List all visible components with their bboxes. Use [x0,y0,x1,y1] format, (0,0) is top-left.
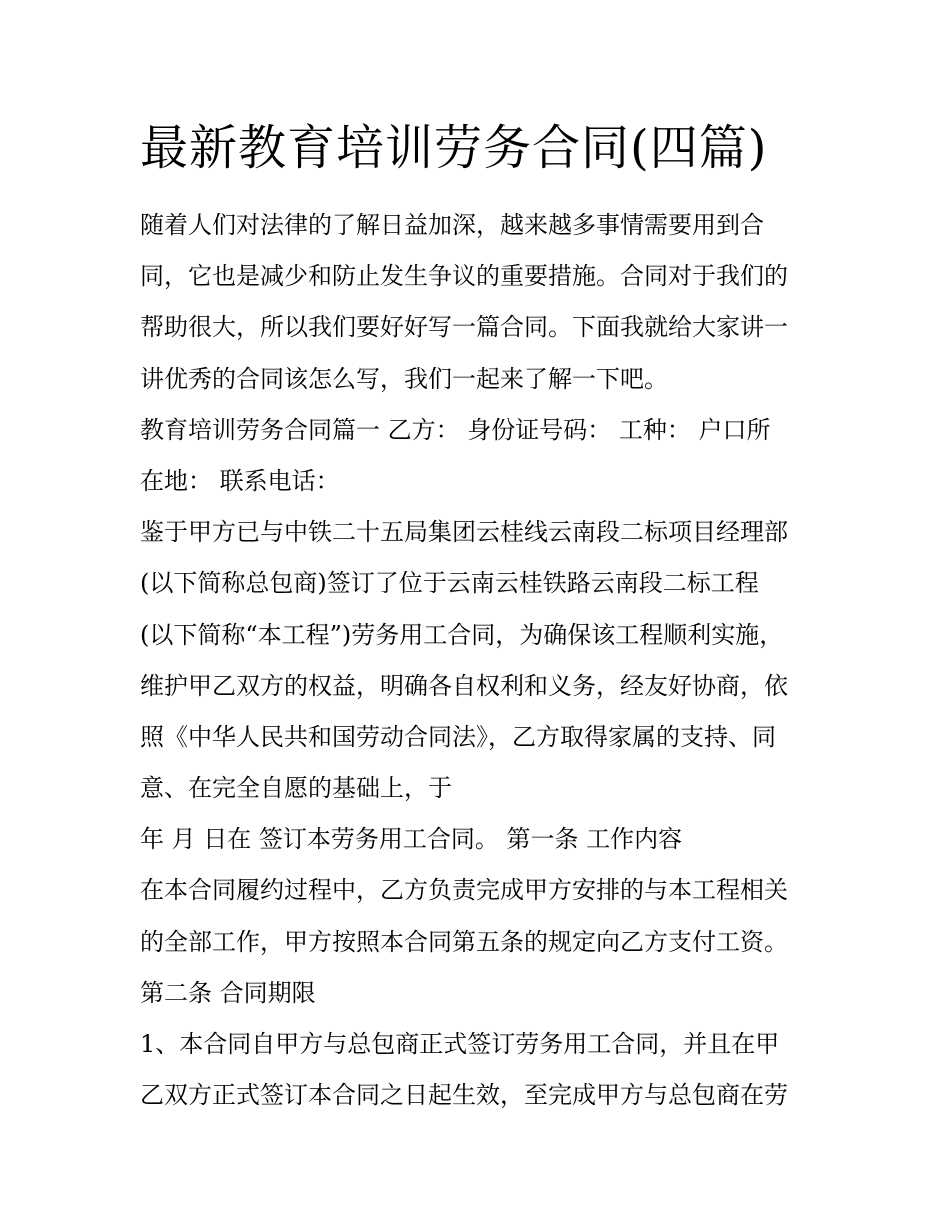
body-line: 照《中华人民共和国劳动合同法》，乙方取得家属的支持、同 [140,722,776,751]
body-line: 讲优秀的合同该怎么写，我们一起来了解一下吧。 [140,364,668,393]
body-line: 1、本合同自甲方与总包商正式签订劳务用工合同，并且在甲 [140,1030,780,1058]
body-line: 维护甲乙双方的权益，明确各自权利和义务，经友好协商，依 [140,671,788,700]
body-line: 在地： 联系电话： [140,466,340,495]
body-line: 同，它也是减少和防止发生争议的重要措施。合同对于我们的 [140,262,788,291]
body-line: 年 月 日在 签订本劳务用工合同。 第一条 工作内容 [140,825,683,854]
body-line: (以下简称总包商)签订了位于云南云桂铁路云南段二标工程 [140,569,759,598]
document-body [140,200,820,1121]
body-line: 乙双方正式签订本合同之日起生效，至完成甲方与总包商在劳 [140,1081,788,1110]
body-line: 帮助很大，所以我们要好好写一篇合同。下面我就给大家讲一 [140,313,788,342]
body-line: (以下简称“本工程”)劳务用工合同，为确保该工程顺利实施， [140,620,784,649]
body-line: 的全部工作，甲方按照本合同第五条的规定向乙方支付工资。 [140,927,788,956]
body-line: 第二条 合同期限 [140,978,316,1007]
document-title: 最新教育培训劳务合同(四篇) [140,120,768,176]
body-line: 随着人们对法律的了解日益加深，越来越多事情需要用到合 [140,211,764,239]
body-line: 鉴于甲方已与中铁二十五局集团云桂线云南段二标项目经理部 [140,518,788,547]
body-line: 教育培训劳务合同篇一 乙方： 身份证号码： 工种： 户口所 [140,415,771,444]
body-line: 意、在完全自愿的基础上，于 [140,774,452,803]
body-line: 在本合同履约过程中，乙方负责完成甲方安排的与本工程相关 [140,876,788,905]
